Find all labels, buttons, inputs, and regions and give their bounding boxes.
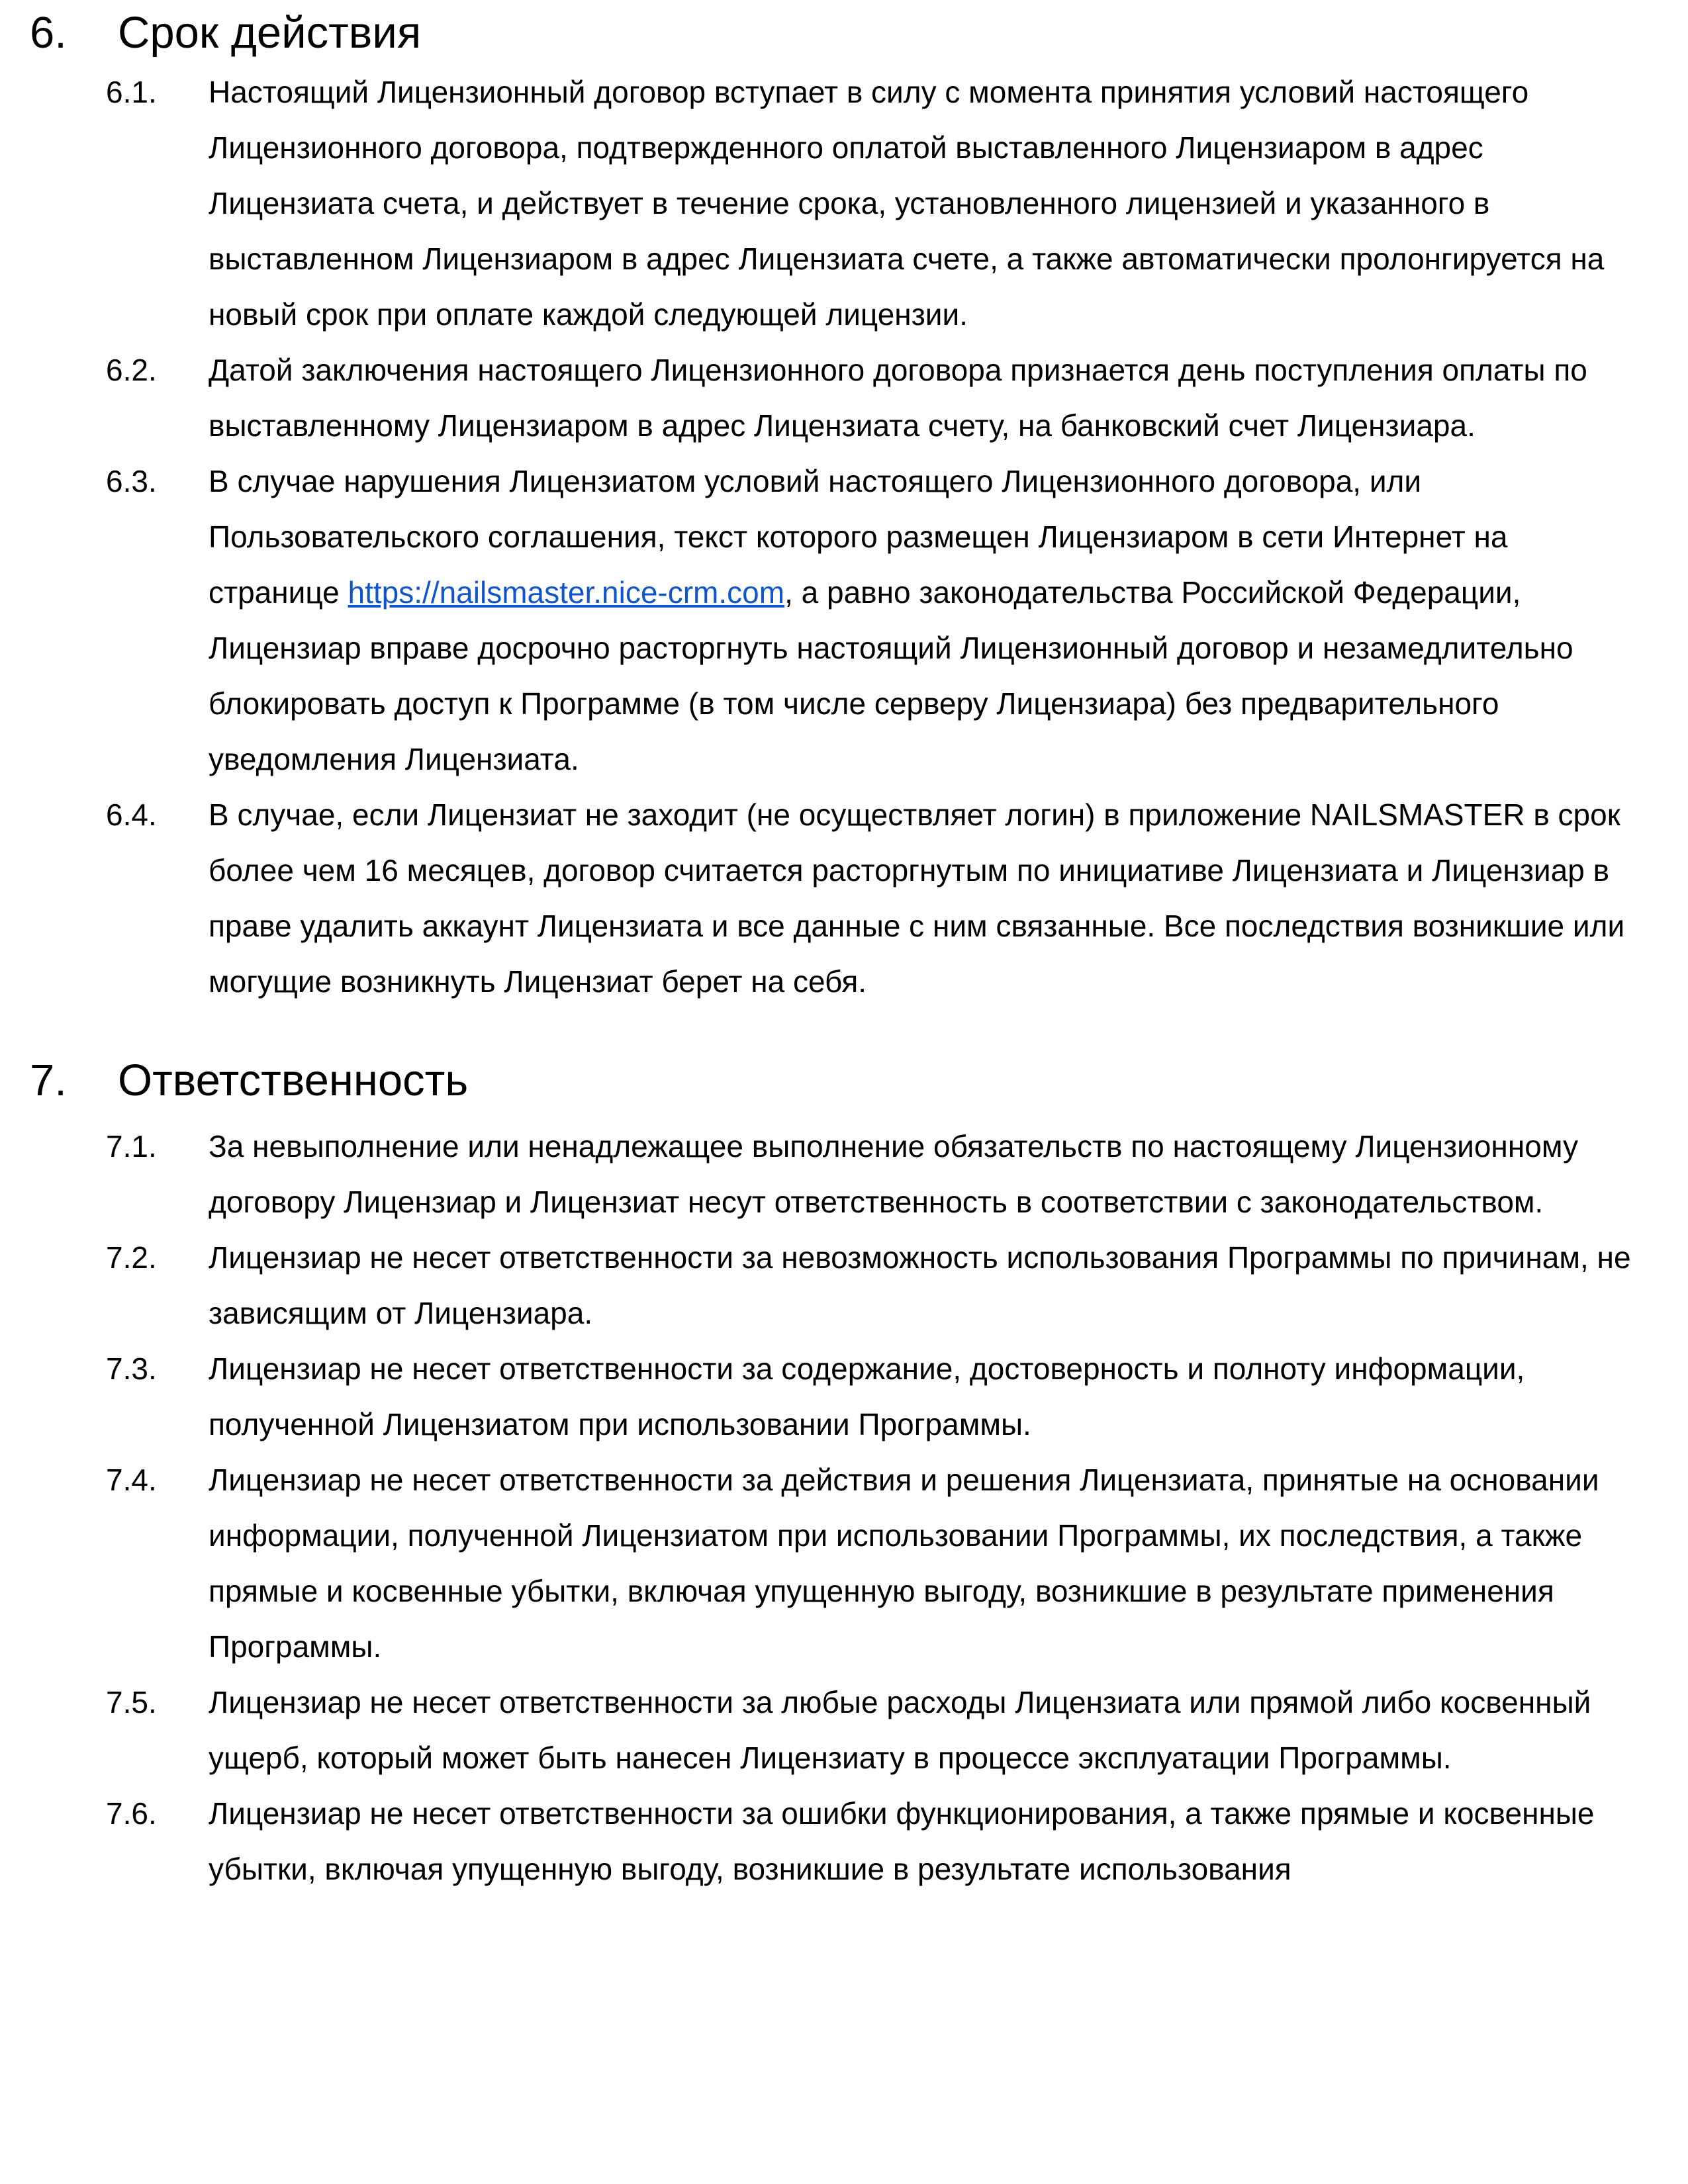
clause-6-2 xyxy=(106,342,1688,453)
nailsmaster-link[interactable]: https://nailsmaster.nice-crm.com xyxy=(348,575,785,610)
clause-number: 6.3. xyxy=(106,464,157,498)
clause-text: Лицензиар не несет ответственности за ошибки функционирования, а также прямые и косвенные убытки, включая упущенную выгоду, возникшие в результате использования xyxy=(209,1796,1595,1886)
clause-number: 7.5. xyxy=(106,1685,157,1719)
clause-number: 6.2. xyxy=(106,353,157,387)
clause-number: 6.1. xyxy=(106,75,157,109)
section-title: Ответственность xyxy=(118,1056,469,1105)
clause-7-2 xyxy=(106,1230,1688,1341)
section-number: 7. xyxy=(30,1056,67,1105)
clause-7-3 xyxy=(106,1341,1688,1452)
section-number: 6. xyxy=(30,8,67,58)
clause-6-1 xyxy=(106,64,1688,342)
clause-7-4 xyxy=(106,1452,1688,1674)
clause-7-6 xyxy=(106,1786,1688,1897)
clause-7-1 xyxy=(106,1118,1688,1230)
clause-text: За невыполнение или ненадлежащее выполнение обязательств по настоящему Лицензионному договору Лицензиар и Лицензиат несут ответственность в соответствии с законодательством. xyxy=(209,1129,1578,1219)
clause-text: Настоящий Лицензионный договор вступает в силу с момента принятия условий настоящего Лицензионного договора, подтвержденного оплатой выставленного Лицензиаром в адрес Лицензиата счета, и действует в течение срока, установленного лицензией и указанного в выставленном Лицензиаром в адрес Лицензиата счете, а также автоматически пролонгируется на новый срок при оплате каждой следующей лицензии. xyxy=(209,75,1605,332)
clause-text: Лицензиар не несет ответственности за любые расходы Лицензиата или прямой либо косвенный ущерб, который может быть нанесен Лицензиату в процессе эксплуатации Программы. xyxy=(209,1685,1591,1775)
section-title: Срок действия xyxy=(118,8,422,58)
clause-text xyxy=(209,453,1645,787)
clause-text-segment: В случае нарушения Лицензиатом условий настоящего Лицензионного договора, или Пользовательского соглашения, текст которого размещен Лицензиаром в сети Интернет на странице xyxy=(209,464,1508,610)
clause-number: 7.4. xyxy=(106,1463,157,1497)
clause-number: 7.3. xyxy=(106,1351,157,1386)
section-heading xyxy=(30,1,1688,64)
clause-number: 7.6. xyxy=(106,1796,157,1831)
clause-text: Датой заключения настоящего Лицензионного договора признается день поступления оплаты по выставленному Лицензиаром в адрес Лицензиата счету, на банковский счет Лицензиара. xyxy=(209,353,1587,443)
clause-6-3 xyxy=(106,453,1688,787)
clause-text-segment: , а равно законодательства Российской Федерации, Лицензиар вправе досрочно расторгнуть настоящий Лицензионный договор и незамедлительно блокировать доступ к Программе (в том числе серверу Лицензиара) без предварительного уведомления Лицензиата. xyxy=(209,575,1573,776)
clause-text: Лицензиар не несет ответственности за содержание, достоверность и полноту информации, полученной Лицензиатом при использовании Программы. xyxy=(209,1351,1525,1441)
clause-text: Лицензиар не несет ответственности за невозможность использования Программы по причинам, не зависящим от Лицензиара. xyxy=(209,1240,1631,1330)
clause-text: Лицензиар не несет ответственности за действия и решения Лицензиата, принятые на основании информации, полученной Лицензиатом при использовании Программы, их последствия, а также прямые и косвенные убытки, включая упущенную выгоду, возникшие в результате применения Программы. xyxy=(209,1463,1599,1664)
clause-text: В случае, если Лицензиат не заходит (не осуществляет логин) в приложение NAILSMASTER в срок более чем 16 месяцев, договор считается расторгнутым по инициативе Лицензиата и Лицензиар в праве удалить аккаунт Лицензиата и все данные с ним связанные. Все последствия возникшие или могущие возникнуть Лицензиат берет на себя. xyxy=(209,797,1625,999)
clause-number: 6.4. xyxy=(106,797,157,832)
section-liability xyxy=(0,1049,1688,1897)
section-heading xyxy=(30,1049,1688,1112)
clause-number: 7.1. xyxy=(106,1129,157,1163)
section-term xyxy=(0,1,1688,1009)
clause-6-4 xyxy=(106,787,1688,1009)
clause-7-5 xyxy=(106,1674,1688,1786)
clause-number: 7.2. xyxy=(106,1240,157,1275)
